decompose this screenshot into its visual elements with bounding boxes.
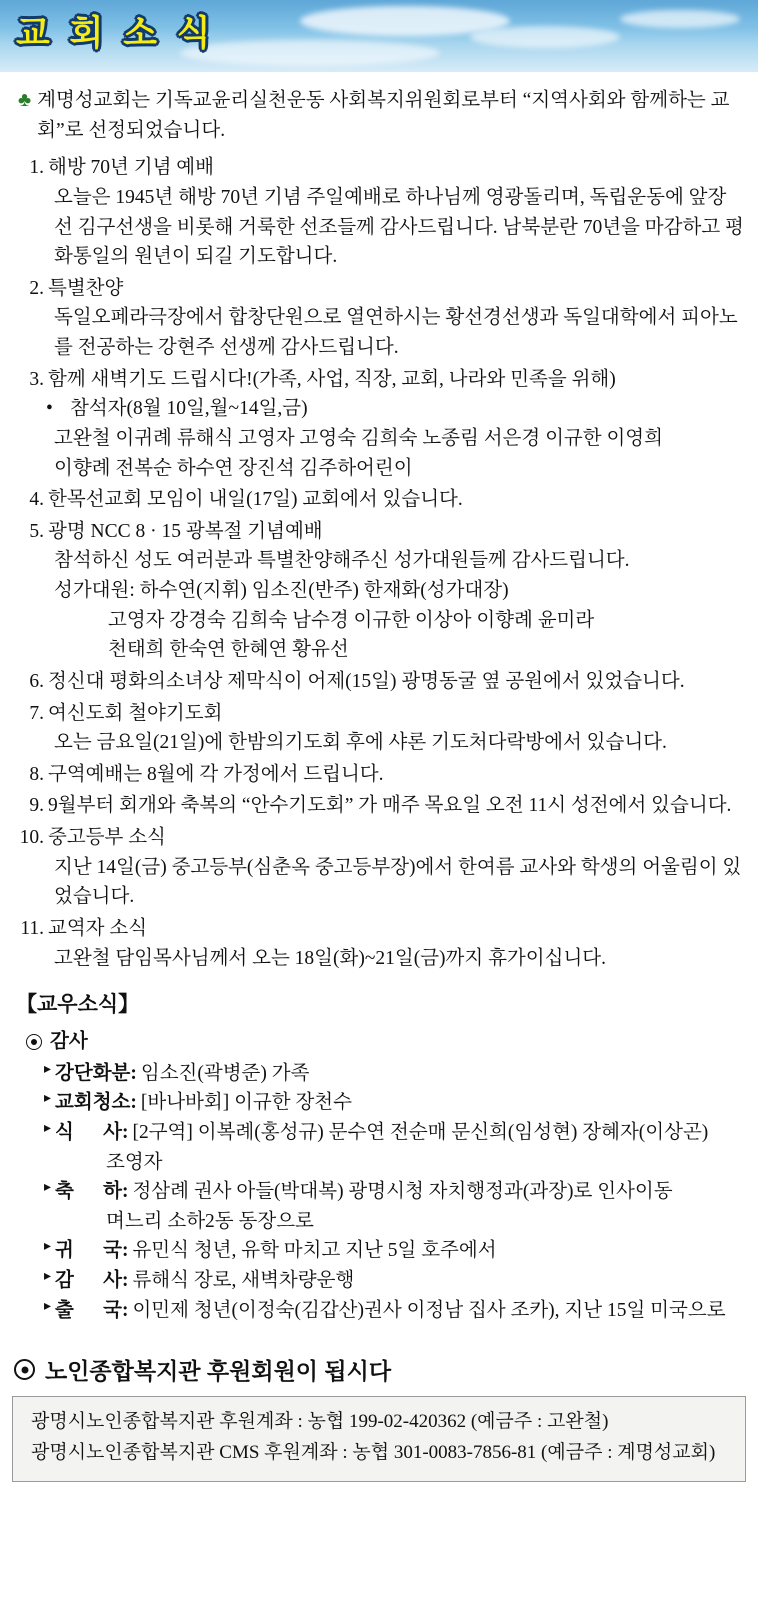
list-item <box>14 791 744 821</box>
bullet-dot-icon: • <box>46 398 53 420</box>
page-title: 교 회 소 식 <box>16 14 216 53</box>
friend-text-continued: 며느리 소하2동 동장으로 <box>106 1210 314 1232</box>
item-title: 9월부터 회개와 축복의 “안수기도회” 가 매주 목요일 오전 11시 성전에서 있습니다. <box>48 795 732 817</box>
friend-label: 축 하: <box>55 1181 129 1203</box>
item-detail: 참석하신 성도 여러분과 특별찬양해주신 성가대원들께 감사드립니다. <box>54 550 630 572</box>
friend-text: 정삼례 권사 아들(박대복) 광명시청 자치행정과(과장)로 인사이동 <box>132 1181 673 1203</box>
item-number: 7. <box>29 702 44 724</box>
arrow-right-icon: ▸ <box>44 1120 52 1136</box>
account-line: 광명시노인종합복지관 CMS 후원계좌 : 농협 301-0083-7856-81 (예금주 : 계명성교회) <box>31 1442 716 1464</box>
intro-paragraph <box>18 86 744 145</box>
arrow-right-icon: ▸ <box>44 1298 52 1314</box>
item-number: 5. <box>29 520 44 542</box>
friend-text-continued: 조영자 <box>106 1151 163 1173</box>
item-bullet-text: 참석자(8월 10일,월~14일,금) <box>70 398 308 420</box>
support-heading <box>14 1353 758 1386</box>
item-number: 3. <box>29 368 44 390</box>
friend-text: [바나바회] 이규한 장천수 <box>140 1092 352 1114</box>
list-item <box>44 1059 744 1089</box>
item-detail: 이향례 전복순 하수연 장진석 김주하어린이 <box>54 457 413 479</box>
bulletin-content <box>0 72 758 1333</box>
item-number: 8. <box>29 763 44 785</box>
friend-label: 교회청소: <box>55 1092 137 1114</box>
friends-subheading <box>26 1027 744 1057</box>
friend-label: 귀 국: <box>55 1240 129 1262</box>
friend-text: 이민제 청년(이정숙(김갑산)권사 이정남 집사 조카), 지난 15일 미국으로 <box>132 1299 726 1321</box>
list-item <box>44 1118 744 1148</box>
arrow-right-icon: ▸ <box>44 1239 52 1255</box>
list-item <box>44 1177 744 1207</box>
friend-label: 식 사: <box>55 1121 129 1143</box>
list-item <box>14 365 744 484</box>
friend-label: 감 사: <box>55 1270 129 1292</box>
list-item <box>44 1088 744 1118</box>
item-title: 구역예배는 8월에 각 가정에서 드립니다. <box>48 763 384 785</box>
item-title: 한목선교회 모임이 내일(17일) 교회에서 있습니다. <box>48 489 463 511</box>
intro-text: 계명성교회는 기독교윤리실천운동 사회복지위원회로부터 “지역사회와 함께하는 교회”로 선정되었습니다. <box>37 90 730 141</box>
item-bullet <box>48 394 744 424</box>
notice-list <box>14 153 744 973</box>
item-title: 중고등부 소식 <box>48 827 166 848</box>
item-title: 함께 새벽기도 드립시다!(가족, 사업, 직장, 교회, 나라와 민족을 위해) <box>48 368 616 390</box>
item-title: 정신대 평화의소녀상 제막식이 어제(15일) 광명동굴 옆 공원에서 있었습니다. <box>48 670 685 692</box>
list-item <box>14 485 744 515</box>
support-heading-label: 노인종합복지관 후원회원이 됩시다 <box>45 1358 392 1385</box>
list-item <box>14 823 744 912</box>
list-item <box>44 1266 744 1296</box>
list-item <box>14 699 744 758</box>
circle-dot-icon <box>14 1359 35 1380</box>
friend-text: 류해식 장로, 새벽차량운행 <box>132 1270 355 1292</box>
item-detail: 오는 금요일(21일)에 한밤의기도회 후에 샤론 기도처다락방에서 있습니다. <box>54 732 667 754</box>
item-detail: 성가대원: 하수연(지휘) 임소진(반주) 한재화(성가대장) <box>54 580 509 601</box>
item-title: 여신도회 철야기도회 <box>48 702 223 724</box>
list-item <box>14 760 744 790</box>
item-number: 4. <box>29 489 44 511</box>
item-number: 10. <box>19 827 44 848</box>
item-title: 해방 70년 기념 예배 <box>48 157 214 179</box>
cloud-decoration <box>620 10 740 28</box>
friend-label: 강단화분: <box>55 1062 137 1084</box>
circle-dot-icon <box>26 1034 42 1050</box>
item-title: 특별찬양 <box>48 277 124 299</box>
item-detail: 지난 14일(금) 중고등부(심춘옥 중고등부장)에서 한여름 교사와 학생의 어울림이 있었습니다. <box>54 856 742 908</box>
arrow-right-icon: ▸ <box>44 1061 52 1077</box>
item-detail: 고영자 강경숙 김희숙 남수경 이규한 이상아 이향례 윤미라 <box>108 609 595 631</box>
cloud-decoration <box>180 40 440 66</box>
arrow-right-icon: ▸ <box>44 1269 52 1285</box>
friend-text: [2구역] 이복례(홍성규) 문수연 전순매 문신희(임성현) 장혜자(이상곤) <box>132 1121 709 1143</box>
clover-icon: ♣ <box>18 89 32 111</box>
friend-text: 임소진(곽병준) 가족 <box>140 1062 310 1084</box>
friend-text: 유민식 청년, 유학 마치고 지난 5일 호주에서 <box>132 1240 497 1262</box>
arrow-right-icon: ▸ <box>44 1180 52 1196</box>
list-item <box>44 1236 744 1266</box>
item-number: 11. <box>20 917 44 939</box>
item-detail: 고완철 담임목사님께서 오는 18일(화)~21일(금)까지 휴가이십니다. <box>54 947 606 969</box>
item-number: 6. <box>29 670 44 692</box>
item-number: 9. <box>29 795 44 817</box>
list-item <box>14 274 744 363</box>
account-line: 광명시노인종합복지관 후원계좌 : 농협 199-02-420362 (예금주 : 고완철) <box>31 1411 609 1433</box>
header-banner <box>0 0 758 72</box>
list-item <box>44 1296 744 1326</box>
friend-label: 출 국: <box>55 1299 129 1321</box>
list-item <box>14 517 744 665</box>
item-title: 광명 NCC 8 · 15 광복절 기념예배 <box>48 520 323 542</box>
item-number: 1. <box>29 157 44 179</box>
item-title: 교역자 소식 <box>48 917 148 939</box>
item-detail: 천태희 한숙연 한혜연 황유선 <box>108 639 349 661</box>
item-number: 2. <box>29 277 44 299</box>
account-info-box <box>12 1396 746 1482</box>
item-detail: 오늘은 1945년 해방 70년 기념 주일예배로 하나님께 영광돌리며, 독립운동에 앞장선 김구선생을 비롯해 거룩한 선조들께 감사드립니다. 남북분란 70년을 마감하고 평화통일의 원년이 되길 기도합니다. <box>54 186 744 268</box>
arrow-right-icon: ▸ <box>44 1091 52 1107</box>
cloud-decoration <box>470 26 620 48</box>
item-detail: 독일오페라극장에서 합창단원으로 열연하시는 황선경선생과 독일대학에서 피아노를 전공하는 강현주 선생께 감사드립니다. <box>54 307 738 358</box>
list-item <box>14 153 744 272</box>
list-item <box>14 667 744 697</box>
item-detail: 고완철 이귀례 류해식 고영자 고영숙 김희숙 노종림 서은경 이규한 이영희 <box>54 427 663 449</box>
list-item <box>14 914 744 973</box>
friends-subheading-label: 감사 <box>50 1030 88 1053</box>
friends-section-heading: 【교우소식】 <box>16 993 140 1017</box>
